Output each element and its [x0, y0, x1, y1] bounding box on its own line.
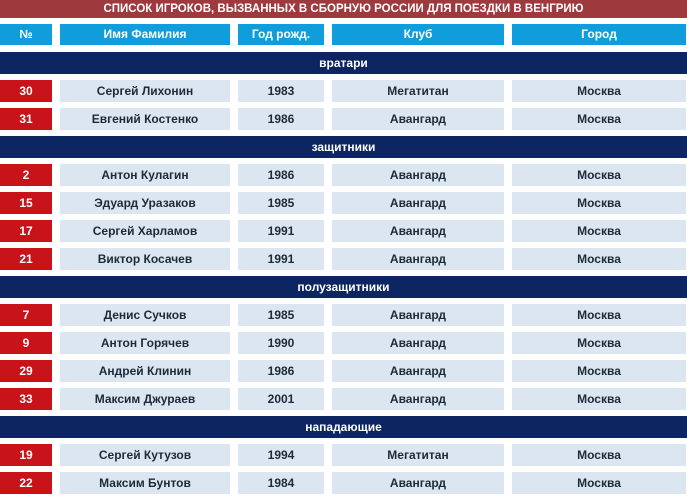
header-number: №: [0, 24, 52, 45]
header-name: Имя Фамилия: [60, 24, 230, 45]
section-midfielders: полузащитники: [0, 276, 687, 298]
player-birth-year: 1986: [238, 360, 324, 382]
player-club: Авангард: [332, 304, 504, 326]
player-number: 21: [0, 248, 52, 270]
player-city: Москва: [512, 360, 686, 382]
player-number: 17: [0, 220, 52, 242]
player-number: 30: [0, 80, 52, 102]
header-club: Клуб: [332, 24, 504, 45]
player-name: Эдуард Уразаков: [60, 192, 230, 214]
player-city: Москва: [512, 108, 686, 130]
player-city: Москва: [512, 192, 686, 214]
player-birth-year: 1991: [238, 220, 324, 242]
player-birth-year: 1983: [238, 80, 324, 102]
player-name: Антон Горячев: [60, 332, 230, 354]
player-birth-year: 1985: [238, 192, 324, 214]
player-birth-year: 1985: [238, 304, 324, 326]
player-club: Авангард: [332, 192, 504, 214]
player-city: Москва: [512, 164, 686, 186]
player-club: Авангард: [332, 360, 504, 382]
player-name: Виктор Косачев: [60, 248, 230, 270]
player-club: Авангард: [332, 332, 504, 354]
player-name: Сергей Харламов: [60, 220, 230, 242]
player-city: Москва: [512, 248, 686, 270]
section-goalkeepers: вратари: [0, 52, 687, 74]
player-name: Максим Бунтов: [60, 472, 230, 494]
player-birth-year: 1984: [238, 472, 324, 494]
page-title: СПИСОК ИГРОКОВ, ВЫЗВАННЫХ В СБОРНУЮ РОССИИ ДЛЯ ПОЕЗДКИ В ВЕНГРИЮ: [0, 0, 687, 18]
player-number: 33: [0, 388, 52, 410]
player-club: Мегатитан: [332, 80, 504, 102]
player-club: Авангард: [332, 220, 504, 242]
player-birth-year: 1994: [238, 444, 324, 466]
player-birth-year: 2001: [238, 388, 324, 410]
player-number: 19: [0, 444, 52, 466]
header-city: Город: [512, 24, 686, 45]
player-birth-year: 1991: [238, 248, 324, 270]
player-city: Москва: [512, 304, 686, 326]
player-number: 2: [0, 164, 52, 186]
player-club: Авангард: [332, 164, 504, 186]
player-name: Сергей Кутузов: [60, 444, 230, 466]
player-club: Авангард: [332, 248, 504, 270]
player-birth-year: 1990: [238, 332, 324, 354]
player-club: Авангард: [332, 472, 504, 494]
player-number: 15: [0, 192, 52, 214]
player-number: 7: [0, 304, 52, 326]
player-name: Сергей Лихонин: [60, 80, 230, 102]
player-club: Мегатитан: [332, 444, 504, 466]
player-name: Андрей Клинин: [60, 360, 230, 382]
player-name: Евгений Костенко: [60, 108, 230, 130]
player-name: Антон Кулагин: [60, 164, 230, 186]
header-birth-year: Год рожд.: [238, 24, 324, 45]
player-number: 9: [0, 332, 52, 354]
player-number: 29: [0, 360, 52, 382]
player-name: Денис Сучков: [60, 304, 230, 326]
player-name: Максим Джураев: [60, 388, 230, 410]
section-forwards: нападающие: [0, 416, 687, 438]
player-club: Авангард: [332, 388, 504, 410]
player-city: Москва: [512, 332, 686, 354]
player-birth-year: 1986: [238, 164, 324, 186]
player-birth-year: 1986: [238, 108, 324, 130]
player-number: 22: [0, 472, 52, 494]
player-city: Москва: [512, 388, 686, 410]
player-city: Москва: [512, 220, 686, 242]
player-city: Москва: [512, 472, 686, 494]
player-number: 31: [0, 108, 52, 130]
player-city: Москва: [512, 444, 686, 466]
player-club: Авангард: [332, 108, 504, 130]
player-city: Москва: [512, 80, 686, 102]
section-defenders: защитники: [0, 136, 687, 158]
